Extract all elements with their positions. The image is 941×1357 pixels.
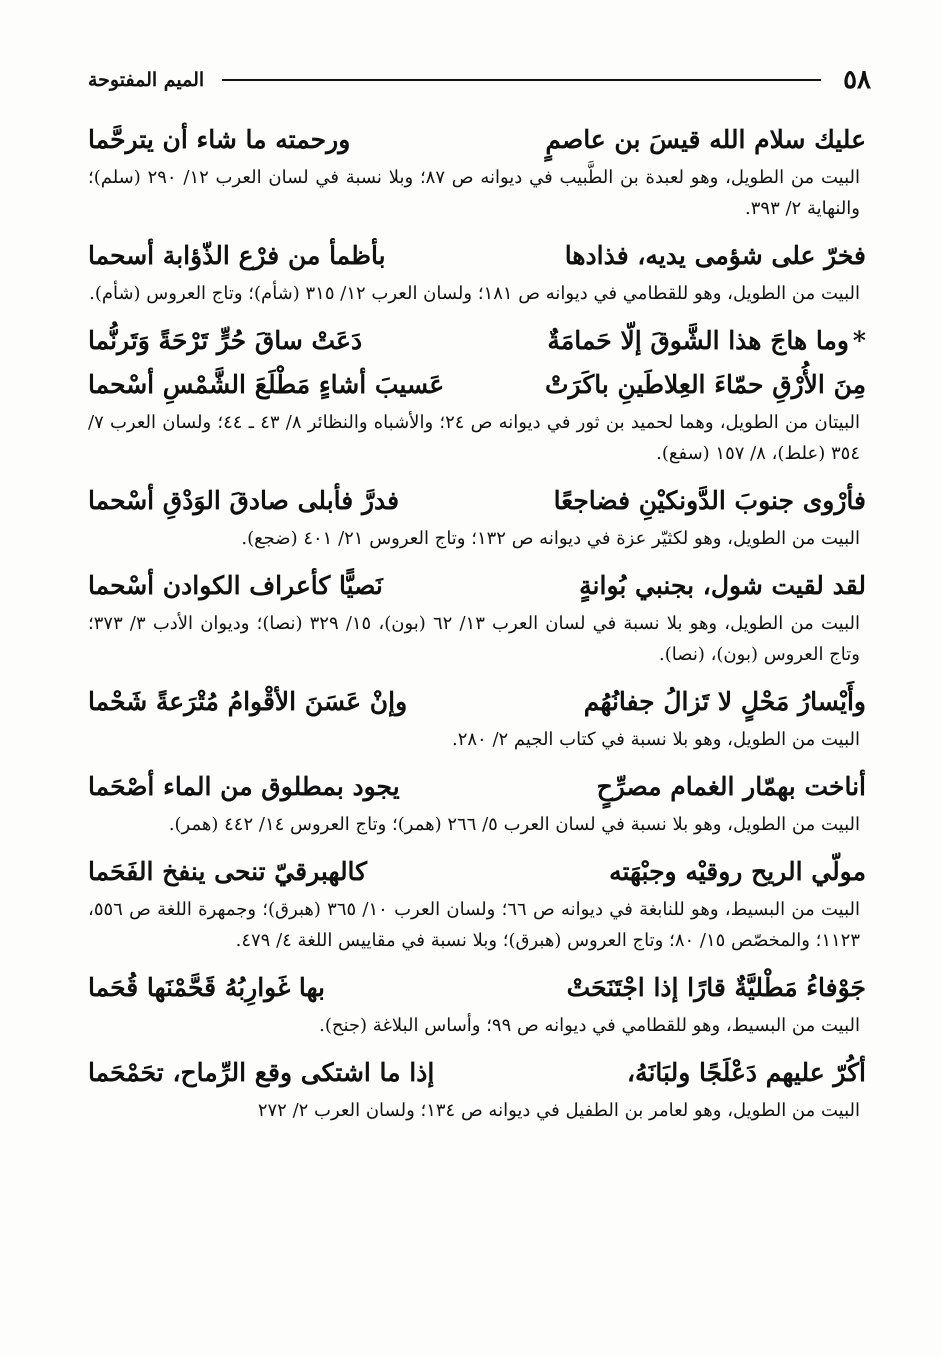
first-hemistich: أكُرّ عليهم دَعْلَجًا ولبَانَهُ، [626,1058,866,1087]
first-hemistich: مِنَ الأُرْقِ حمّاءَ العِلاطَينِ باكَرَتْ [544,370,866,399]
verse-line [88,850,866,894]
star-marker: * [852,326,866,355]
verse-note: البيت من الطويل، وهو لعبدة بن الطَّبيب في ديوانه ص ٨٧؛ وبلا نسبة في لسان العرب ١٢/ ٢٩٠ (سلم)؛ والنهاية ٢/ ٣٩٣. [88,167,860,219]
first-hemistich: فأرْوى جنوبَ الدَّونكيْنِ فضاجعًا [553,486,866,515]
first-hemistich: مولّي الريح روقيْه وجبْهَته [609,857,866,886]
verse-note: البيت من الطويل، وهو بلا نسبة في كتاب الجيم ٢/ ٢٨٠. [451,729,860,750]
second-hemistich: نَصيًّا كأعراف الكوادن أسْحما [88,571,383,600]
page-number: ٥٨ [843,65,871,95]
verse-entry [88,564,866,670]
first-hemistich: جَوْفاءُ مَطْليَّةٌ قارًا إذا اجْتَنَحَتْ [566,973,866,1002]
second-hemistich: ورحمته ما شاء أن يترحَّما [88,125,351,154]
first-hemistich: لقد لقيت شول، بجنبي بُوانةٍ [579,571,866,600]
verse-line [88,363,866,407]
second-hemistich: كالهبرقيّ تنحى ينفخ الفَحَما [88,857,368,886]
second-hemistich: إذا ما اشتكى وقع الرِّماح، تحَمْحَما [88,1058,435,1087]
verse-entry [88,1051,866,1126]
verse-note: البيتان من الطويل، وهما لحميد بن ثور في ديوانه ص ٢٤؛ والأشباه والنظائر ٨/ ٤٣ ـ ٤٤؛ ولسان العرب ٧/ ٣٥٤ (علط)، ٨/ ١٥٧ (سفع). [88,412,860,464]
page-header [88,62,871,98]
running-title: الميم المفتوحة [88,69,205,91]
verse-entry [88,234,866,309]
verse-entry [88,966,866,1041]
verse-note: البيت من الطويل، وهو بلا نسبة في لسان العرب ١٣/ ٦٢ (بون)، ١٥/ ٣٢٩ (نصا)؛ وديوان الأدب ٣/ ٣٧٣؛ وتاج العروس (بون)، (نصا). [88,613,860,665]
verse-entry [88,319,866,469]
verse-line [88,319,866,363]
verse-note: البيت من البسيط، وهو للنابغة في ديوانه ص ٦٦؛ ولسان العرب ١٠/ ٣٦٥ (هبرق)؛ وجمهرة اللغة ص ٥٥٦، ١١٢٣؛ والمخصّص ١٥/ ٨٠؛ وتاج العروس (هبرق)؛ وبلا نسبة في مقاييس اللغة ٤/ ٤٧٩. [88,899,860,951]
verse-entry [88,680,866,755]
verse-entry [88,765,866,840]
verse-note: البيت من الطويل، وهو بلا نسبة في لسان العرب ٥/ ٢٦٦ (همر)؛ وتاج العروس ١٤/ ٤٤٢ (همر). [168,814,860,835]
verse-line [88,966,866,1010]
verse-line [88,564,866,608]
verse-note: البيت من البسيط، وهو للقطامي في ديوانه ص ٩٩؛ وأساس البلاغة (جنح). [319,1015,860,1036]
verse-line [88,765,866,809]
page-content [88,118,866,1136]
verse-line [88,680,866,724]
first-hemistich: وأَيْسارُ مَحْلٍ لا تَزالُ جفانُهُم [583,687,866,716]
second-hemistich: فدرَّ فأبلى صادقَ الوَدْقِ أسْحما [88,486,400,515]
second-hemistich: يجود بمطلوق من الماء أصْحَما [88,772,400,801]
verse-entry [88,850,866,956]
second-hemistich: بأظمأ من فرْع الذّؤابة أسحما [88,241,386,270]
verse-line [88,1051,866,1095]
verse-entry [88,479,866,554]
second-hemistich: عَسيبَ أشاءٍ مَطْلَعَ الشَّمْسِ أسْحما [88,370,445,399]
second-hemistich: وإنْ عَسَنَ الأقْوامُ مُتْرَعةً شَحْما [88,687,408,716]
first-hemistich: أناخت بهمّار الغمام مصرِّحٍ [596,772,866,801]
first-hemistich: عليك سلام الله قيسَ بن عاصمٍ [545,125,866,154]
verse-line [88,234,866,278]
verse-line [88,479,866,523]
first-hemistich-text: وما هاجَ هذا الشَّوقَ إلّا حَمامَةٌ [547,326,849,355]
first-hemistich [547,319,866,363]
verse-line [88,118,866,162]
verse-note: البيت من الطويل، وهو لكثيّر عزة في ديوانه ص ١٣٢؛ وتاج العروس ٢١/ ٤٠١ (ضجع). [241,528,860,549]
first-hemistich: فخرّ على شؤمى يديه، فذادها [564,241,866,270]
verse-note: البيت من الطويل، وهو للقطامي في ديوانه ص ١٨١؛ ولسان العرب ١٢/ ٣١٥ (شأم)؛ وتاج العروس (شأم). [89,283,860,304]
verse-note: البيت من الطويل، وهو لعامر بن الطفيل في ديوانه ص ١٣٤؛ ولسان العرب ٢/ ٢٧٢ [257,1100,860,1121]
verse-entry [88,118,866,224]
header-rule [222,79,821,81]
second-hemistich: بها غَوارِبُهُ قَحَّمْنَها قُحَما [88,973,325,1002]
second-hemistich: دَعَتْ ساقَ حُرٍّ تَرْحَةً وَتَرنُّما [88,326,363,355]
